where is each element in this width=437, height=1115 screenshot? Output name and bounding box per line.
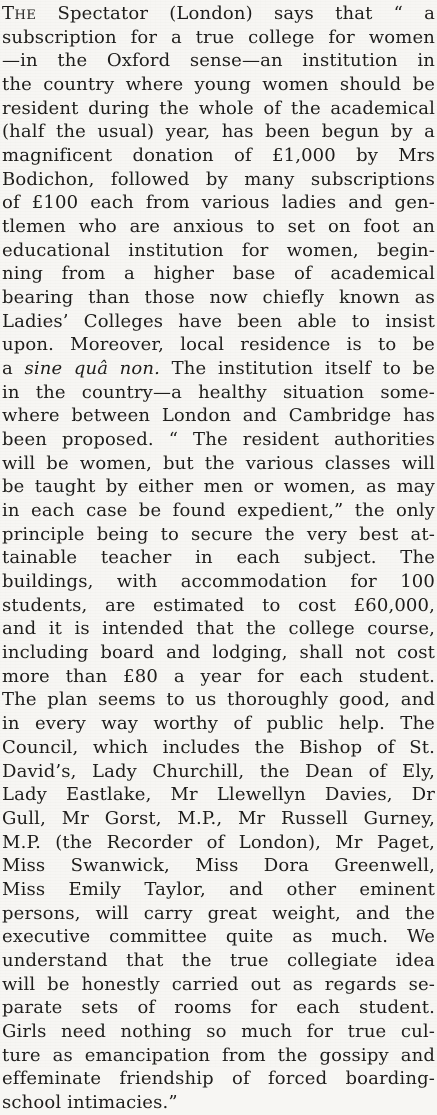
article-line: executive committee quite as much. We (2, 926, 435, 948)
article-line: school intimacies.” (2, 1091, 178, 1113)
article-line: principle being to secure the very best at- (2, 523, 435, 545)
line-text: Spectator (London) says that “ a (36, 3, 435, 24)
article-line: educational institution for women, begin- (2, 239, 435, 261)
article-column (2, 2, 435, 1115)
article-line: in each case be found expedient,” the only (2, 500, 435, 522)
article-line: Miss Swanwick, Miss Dora Greenwell, (2, 855, 435, 877)
article-line: including board and lodging, shall not cost (2, 642, 435, 664)
article-line: tlemen who are anxious to set on foot an (2, 216, 435, 238)
article-line (2, 357, 435, 381)
article-line: the country where young women should be (2, 74, 435, 96)
article-line: students, are estimated to cost £60,000, (2, 594, 435, 616)
article-line: been proposed. “ The resident authorities (2, 429, 435, 451)
article-line: will be women, but the various classes will (2, 452, 435, 474)
article-line: upon. Moreover, local residence is to be (2, 334, 435, 356)
article-line: Bodichon, followed by many subscriptions (2, 168, 435, 190)
article-line: Miss Emily Taylor, and other eminent (2, 878, 435, 900)
article-line: in every way worthy of public help. The (2, 713, 435, 735)
article-line: magnificent donation of £1,000 by Mrs (2, 145, 435, 167)
article-line: buildings, with accommodation for 100 (2, 571, 435, 593)
article-line: Girls need nothing so much for true cul- (2, 1020, 435, 1042)
article-line: of £100 each from various ladies and gen- (2, 192, 435, 214)
article-line: resident during the whole of the academical (2, 97, 435, 119)
article-line: parate sets of rooms for each student. (2, 997, 435, 1019)
italic-phrase: sine quâ non. (24, 358, 161, 380)
article-line: more than £80 a year for each student. (2, 665, 435, 687)
article-line: (half the usual) year, has been begun by a (2, 121, 435, 143)
article-line: persons, will carry great weight, and the (2, 902, 435, 924)
article-line: ture as emancipation from the gossipy and (2, 1044, 435, 1066)
article-line: Gull, Mr Gorst, M.P., Mr Russell Gurney, (2, 807, 435, 829)
article-line: —in the Oxford sense—an institution in (2, 50, 435, 72)
article-line: M.P. (the Recorder of London), Mr Paget, (2, 831, 435, 853)
line-text: The institution itself to be (160, 358, 435, 380)
article-line: be taught by either men or women, as may (2, 476, 435, 498)
article-line: understand that the true collegiate idea (2, 949, 435, 971)
article-line: ning from a higher base of academical (2, 263, 435, 285)
article-line: where between London and Cambridge has (2, 405, 435, 427)
article-line: Ladies’ Colleges have been able to insist (2, 310, 435, 332)
article-line: tainable teacher in each subject. The (2, 547, 435, 569)
article-line: David’s, Lady Churchill, the Dean of Ely, (2, 760, 435, 782)
article-line: The plan seems to us thoroughly good, and (2, 689, 435, 711)
article-line: Council, which includes the Bishop of St. (2, 736, 435, 758)
article-line (2, 2, 435, 26)
article-line: in the country—a healthy situation some- (2, 381, 435, 403)
article-line: effeminate friendship of forced boarding- (2, 1068, 435, 1090)
article-line: will be honestly carried out as regards se- (2, 973, 435, 995)
article-line: bearing than those now chiefly known as (2, 287, 435, 309)
article-line: Lady Eastlake, Mr Llewellyn Davies, Dr (2, 784, 435, 806)
lead-word: The (2, 3, 37, 24)
article-line: and it is intended that the college course, (2, 618, 435, 640)
line-text: a (2, 358, 25, 380)
article-line: subscription for a true college for women (2, 26, 435, 48)
